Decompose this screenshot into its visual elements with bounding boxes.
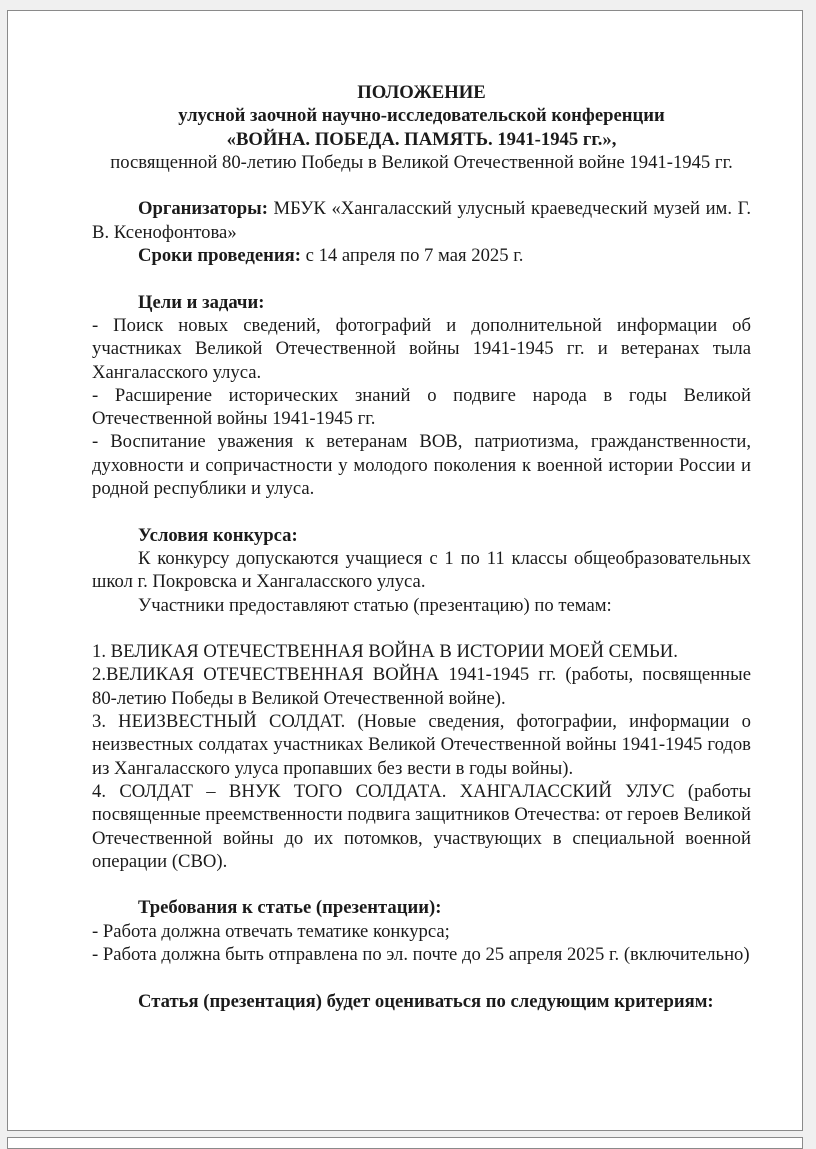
goal-item: - Поиск новых сведений, фотографий и дополнительной информации об участниках Великой Отечественной войны 1941-1945 гг. и ветеранах тыла Хангаласского улуса. [92,314,751,383]
theme-item: 4. СОЛДАТ – ВНУК ТОГО СОЛДАТА. ХАНГАЛАССКИЙ УЛУС (работы посвященные преемственности подвига защитников Отечества: от героев Великой Отечественной войны до их потомков, участвующих в специальной военной операции (СВО). [92,780,751,872]
dates-paragraph [92,244,751,267]
theme-item: 1. ВЕЛИКАЯ ОТЕЧЕСТВЕННАЯ ВОЙНА В ИСТОРИИ МОЕЙ СЕМЬИ. [92,641,678,663]
themes-list [92,640,751,873]
conditions-paragraph: К конкурсу допускаются учащиеся с 1 по 11 классы общеобразовательных школ г. Покровска и Хангаласского улуса. [92,547,751,593]
dates-label: Сроки проведения: [138,245,301,267]
goal-item: - Расширение исторических знаний о подвиге народа в годы Великой Отечественной войны 1941-1945 гг. [92,384,751,430]
conditions-heading: Условия конкурса: [138,524,298,546]
document-page [7,10,803,1131]
organizers-paragraph [92,197,751,244]
next-page-edge [7,1137,803,1149]
organizers-text: МБУК «Хангаласский улусный краеведческий музей им. Г. В. Ксенофонтова» [92,198,751,243]
requirement-item: - Работа должна отвечать тематике конкурса; [92,920,450,942]
organizers-label: Организаторы: [138,198,268,220]
doc-title-subtitle: посвященной 80-летию Победы в Великой Отечественной войне 1941-1945 гг. [110,151,733,173]
requirement-item: - Работа должна быть отправлена по эл. почте до 25 апреля 2025 г. (включительно) [92,943,750,965]
doc-title-line-3: «ВОЙНА. ПОБЕДА. ПАМЯТЬ. 1941-1945 гг.», [226,128,617,150]
theme-item: 2.ВЕЛИКАЯ ОТЕЧЕСТВЕННАЯ ВОЙНА 1941-1945 гг. (работы, посвященные 80-летию Победы в Великой Отечественной войне). [92,664,751,709]
doc-title-line-1: ПОЛОЖЕНИЕ [357,82,486,103]
criteria-heading: Статья (презентация) будет оцениваться по следующим критериям: [138,990,714,1012]
goal-item: - Воспитание уважения к ветеранам ВОВ, патриотизма, гражданственности, духовности и сопричастности у молодого поколения к военной истории России и родной республики и улуса. [92,431,751,500]
theme-item: 3. НЕИЗВЕСТНЫЙ СОЛДАТ. (Новые сведения, фотографии, информации о неизвестных солдатах участниках Великой Отечественной войны 1941-1945 годов из Хангаласского улуса пропавших без вести в годы войны). [92,711,751,779]
goals-heading: Цели и задачи: [138,291,265,313]
document-title-block [102,81,742,174]
conditions-paragraph: Участники предоставляют статью (презентацию) по темам: [138,594,612,616]
doc-title-line-2: улусной заочной научно-исследовательской конференции [178,105,665,127]
requirements-heading: Требования к статье (презентации): [138,897,442,919]
dates-text: с 14 апреля по 7 мая 2025 г. [300,245,524,267]
